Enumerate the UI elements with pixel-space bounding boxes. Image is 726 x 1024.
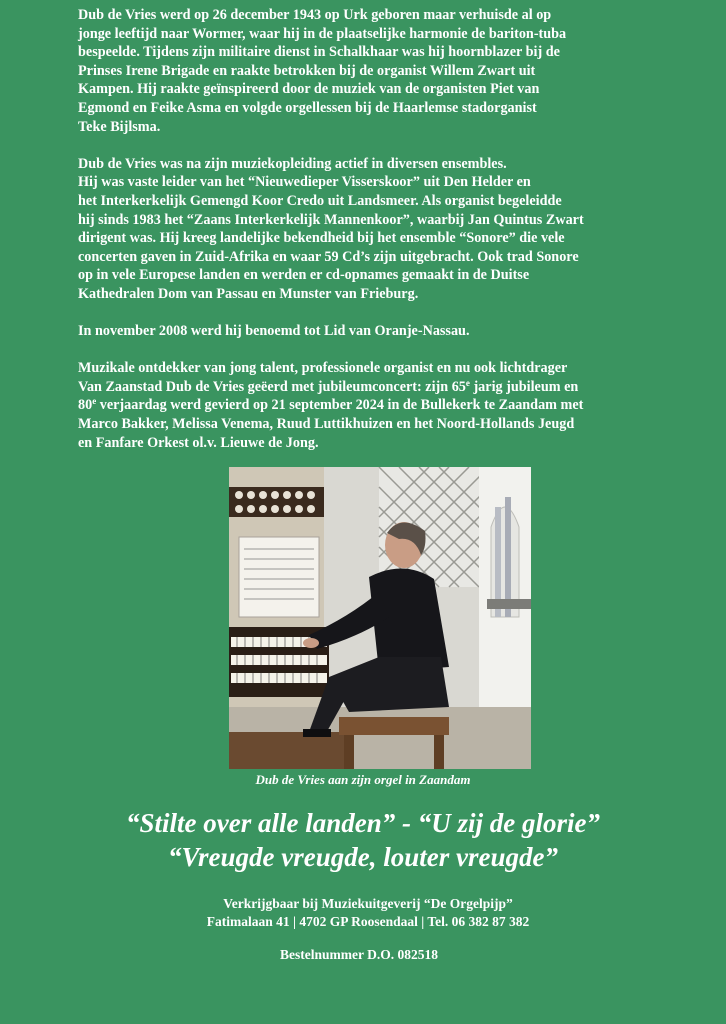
biography — [78, 6, 678, 471]
bio-p4-part-b: jarig jubileum en 80 — [78, 378, 579, 414]
bio-paragraph-3: In november 2008 werd hij benoemd tot Lid van Oranje-Nassau. — [78, 323, 470, 340]
publisher-line-1: Verkrijgbaar bij Muziekuitgeverij “De Orgelpijp” — [223, 896, 513, 911]
publisher-info — [0, 895, 726, 931]
ordinal-suffix: e — [92, 396, 97, 407]
bio-p4-part-c: verjaardag werd gevierd op 21 september 2024 in de Bullekerk te Zaandam met Marco Bakker, Melissa Venema, Ruud Luttikhuizen en het Noord-Hollands Jeugd en Fanfare Orkest ol.v. Lieuwe de Jong. — [78, 397, 584, 451]
bio-paragraph-2: Dub de Vries was na zijn muziekopleiding actief in diversen ensembles. Hij was vaste leider van het “Nieuwedieper Visserskoor” uit Den Helder en het Interkerkelijk Gemengd Koor Credo uit Landsmeer. Als organist begeleidde hij sinds 1983 het “Zaans Interkerkelijk Mannenkoor”, waarbij Jan Quintus Zwart dirigent was. Hij kreeg landelijke bekendheid bij het ensemble “Sonore” die vele concerten gaven in Zuid-Afrika en waar 59 Cd’s zijn uitgebracht. Ook trad Sonore op in vele Europese landen en werden er cd-opnames gemaakt in de Duitse Kathedralen Dom van Passau en Munster van Frieburg. — [78, 155, 584, 302]
bio-paragraph-4 — [78, 359, 678, 452]
order-number: Bestelnummer D.O. 082518 — [280, 947, 438, 962]
song-title-line-2: “Vreugde vreugde, louter vreugde” — [168, 842, 558, 872]
photo-caption: Dub de Vries aan zijn orgel in Zaandam — [255, 772, 471, 787]
bio-paragraph-1: Dub de Vries werd op 26 december 1943 op Urk geboren maar verhuisde al op jonge leeftijd naar Wormer, waar hij in de plaatselijke harmonie de bariton-tuba bespeelde. Tijdens zijn militaire dienst in Schalkhaar was hij hoornblazer bij de Prinses Irene Brigade en raakte betrokken bij de organist Willem Zwart uit Kampen. Hij raakte geïnspireerd door de muziek van de organisten Piet van Egmond en Feike Asma en volgde orgellessen bij de Haarlemse stadorganist Teke Bijlsma. — [78, 7, 567, 135]
song-titles — [0, 806, 726, 874]
ordinal-suffix: e — [465, 377, 470, 388]
publisher-address: Fatimalaan 41 | 4702 GP Roosendaal | Tel. 06 382 87 382 — [206, 914, 530, 929]
bio-p4-part-a: Muzikale ontdekker van jong talent, professionele organist en nu ook lichtdrager Van Zaanstad Dub de Vries geëerd met jubileumconcert: zijn 65 — [78, 360, 568, 395]
organist-photo — [229, 467, 531, 769]
song-title-line-1: “Stilte over alle landen” - “U zij de glorie” — [126, 808, 600, 838]
organ-scene-illustration — [229, 467, 531, 769]
